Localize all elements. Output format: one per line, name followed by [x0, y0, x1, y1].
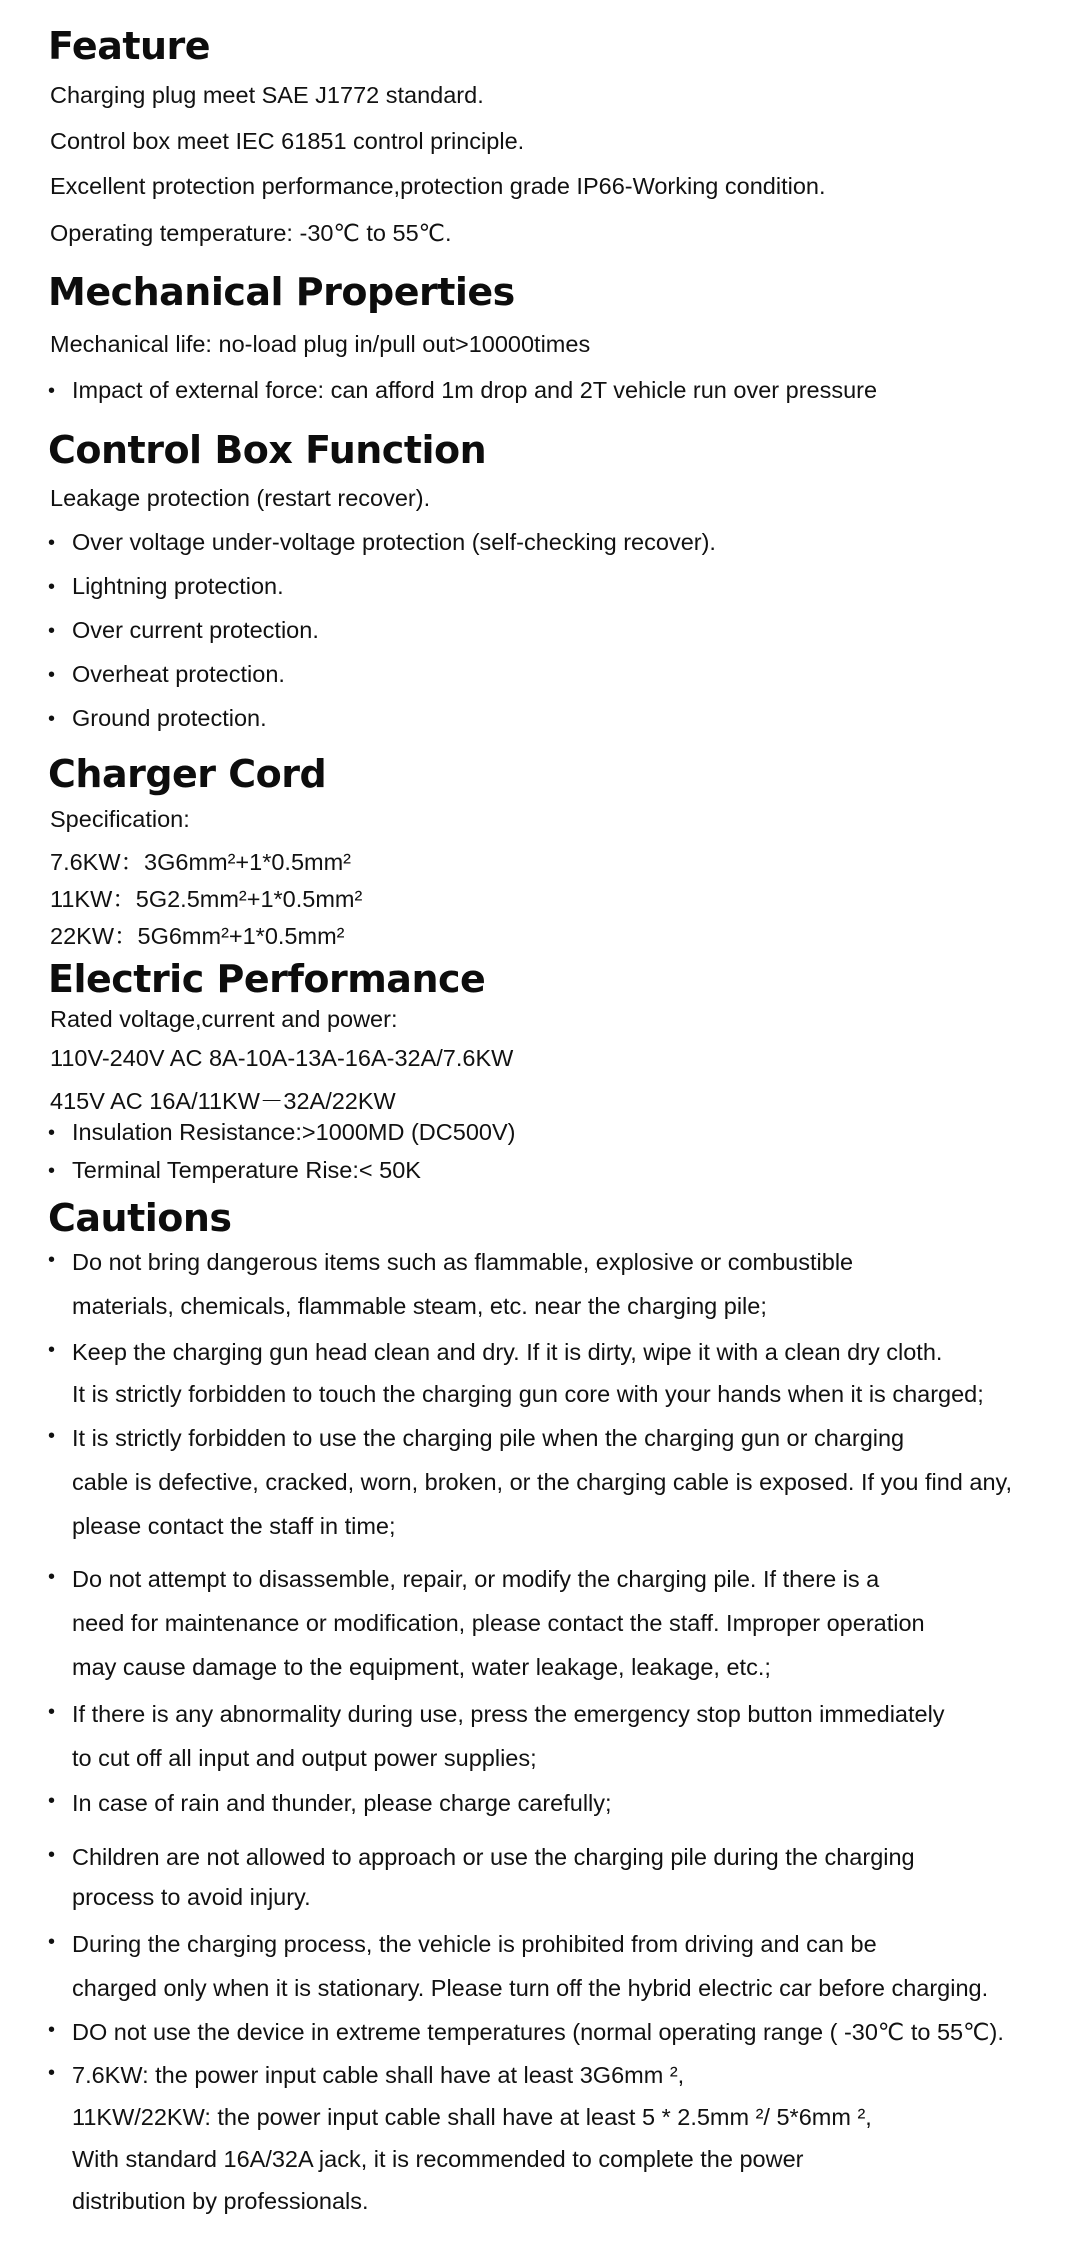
feature-line: Control box meet IEC 61851 control principle.: [50, 128, 525, 154]
caution-text: distribution by professionals.: [72, 2188, 369, 2214]
bullet-icon: •: [48, 1425, 56, 1447]
bullet-text: Lightning protection.: [72, 573, 284, 599]
caution-text: Do not bring dangerous items such as flammable, explosive or combustible: [72, 1249, 854, 1275]
electric-line: 415V AC 16A/11KW－32A/22KW: [50, 1088, 396, 1114]
caution-text: cable is defective, cracked, worn, broken, or the charging cable is exposed. If you find any,: [72, 1469, 1013, 1495]
control-box-bullet: [48, 617, 319, 644]
caution-text: It is strictly forbidden to touch the charging gun core with your hands when it is charged;: [72, 1381, 984, 1407]
caution-text: It is strictly forbidden to use the charging pile when the charging gun or charging: [72, 1425, 905, 1451]
bullet-text: Over current protection.: [72, 617, 319, 643]
caution-text: may cause damage to the equipment, water leakage, leakage, etc.;: [72, 1654, 771, 1680]
caution-item: [48, 1781, 612, 1825]
bullet-text: Overheat protection.: [72, 661, 285, 687]
electric-line: 110V-240V AC 8A-10A-13A-16A-32A/7.6KW: [50, 1045, 514, 1071]
bullet-icon: •: [48, 1931, 56, 1953]
bullet-icon: •: [48, 664, 56, 686]
bullet-text: Impact of external force: can afford 1m drop and 2T vehicle run over pressure: [72, 377, 878, 403]
mechanical-line: Mechanical life: no-load plug in/pull out>10000times: [50, 331, 591, 357]
caution-item: [48, 1240, 853, 1328]
cautions-heading: Cautions: [48, 1196, 232, 1240]
bullet-text: Insulation Resistance:>1000MD (DC500V): [72, 1119, 516, 1145]
caution-text: charged only when it is stationary. Please turn off the hybrid electric car before charging.: [72, 1975, 989, 2001]
caution-text: If there is any abnormality during use, press the emergency stop button immediately: [72, 1701, 945, 1727]
caution-text: 7.6KW: the power input cable shall have at least 3G6mm ²,: [72, 2062, 685, 2088]
caution-item: [48, 1416, 1012, 1548]
caution-text: 11KW/22KW: the power input cable shall have at least 5 * 2.5mm ²/ 5*6mm ²,: [72, 2104, 872, 2130]
caution-text: Children are not allowed to approach or use the charging pile during the charging: [72, 1844, 915, 1870]
control-box-bullet: [48, 573, 284, 600]
bullet-icon: •: [48, 1790, 56, 1812]
caution-text: materials, chemicals, flammable steam, etc. near the charging pile;: [72, 1293, 767, 1319]
caution-text: please contact the staff in time;: [72, 1513, 396, 1539]
electric-heading: Electric Performance: [48, 957, 486, 1001]
caution-text: Keep the charging gun head clean and dry. If it is dirty, wipe it with a clean dry cloth.: [72, 1339, 943, 1365]
control-box-bullet: [48, 705, 267, 732]
bullet-icon: •: [48, 620, 56, 642]
cord-line: 11KW：5G2.5mm²+1*0.5mm²: [50, 886, 363, 912]
cord-line: Specification:: [50, 806, 190, 832]
bullet-icon: •: [48, 1566, 56, 1588]
cord-line: 7.6KW：3G6mm²+1*0.5mm²: [50, 849, 352, 875]
feature-line: Operating temperature: -30℃ to 55℃.: [50, 220, 452, 246]
bullet-icon: •: [48, 708, 56, 730]
electric-line: Rated voltage,current and power:: [50, 1006, 398, 1032]
control-box-line: Leakage protection (restart recover).: [50, 485, 431, 511]
bullet-icon: •: [48, 1249, 56, 1271]
control-box-bullet: [48, 529, 716, 556]
caution-item: [48, 1557, 925, 1689]
caution-text: DO not use the device in extreme temperatures (normal operating range ( -30℃ to 55℃).: [72, 2019, 1004, 2045]
caution-item: [48, 2010, 1004, 2054]
caution-item: [48, 1922, 988, 2010]
feature-line: Charging plug meet SAE J1772 standard.: [50, 82, 484, 108]
bullet-icon: •: [48, 1701, 56, 1723]
caution-item: [48, 1331, 984, 1415]
bullet-icon: •: [48, 532, 56, 554]
electric-bullet: [48, 1157, 421, 1184]
caution-text: to cut off all input and output power supplies;: [72, 1745, 537, 1771]
mechanical-heading: Mechanical Properties: [48, 270, 515, 314]
caution-item: [48, 1692, 945, 1780]
feature-heading: Feature: [48, 24, 211, 68]
bullet-text: Terminal Temperature Rise:< 50K: [72, 1157, 421, 1183]
caution-text: During the charging process, the vehicle is prohibited from driving and can be: [72, 1931, 877, 1957]
mechanical-bullet: [48, 377, 877, 404]
bullet-text: Ground protection.: [72, 705, 267, 731]
feature-line: Excellent protection performance,protection grade IP66-Working condition.: [50, 173, 826, 199]
caution-item: [48, 2054, 872, 2222]
caution-text: In case of rain and thunder, please charge carefully;: [72, 1790, 612, 1816]
bullet-icon: •: [48, 576, 56, 598]
bullet-icon: •: [48, 1339, 56, 1361]
cord-line: 22KW：5G6mm²+1*0.5mm²: [50, 923, 345, 949]
caution-text: need for maintenance or modification, please contact the staff. Improper operation: [72, 1610, 925, 1636]
control-box-heading: Control Box Function: [48, 428, 487, 472]
caution-text: With standard 16A/32A jack, it is recommended to complete the power: [72, 2146, 804, 2172]
caution-text: process to avoid injury.: [72, 1884, 311, 1910]
bullet-icon: •: [48, 1160, 56, 1182]
electric-bullet: [48, 1119, 515, 1146]
bullet-icon: •: [48, 1844, 56, 1866]
bullet-icon: •: [48, 380, 56, 402]
bullet-icon: •: [48, 2019, 56, 2041]
caution-text: Do not attempt to disassemble, repair, or modify the charging pile. If there is a: [72, 1566, 880, 1592]
bullet-icon: •: [48, 2062, 56, 2084]
control-box-bullet: [48, 661, 285, 688]
caution-item: [48, 1837, 915, 1917]
bullet-icon: •: [48, 1122, 56, 1144]
charger-cord-heading: Charger Cord: [48, 752, 327, 796]
bullet-text: Over voltage under-voltage protection (self-checking recover).: [72, 529, 716, 555]
